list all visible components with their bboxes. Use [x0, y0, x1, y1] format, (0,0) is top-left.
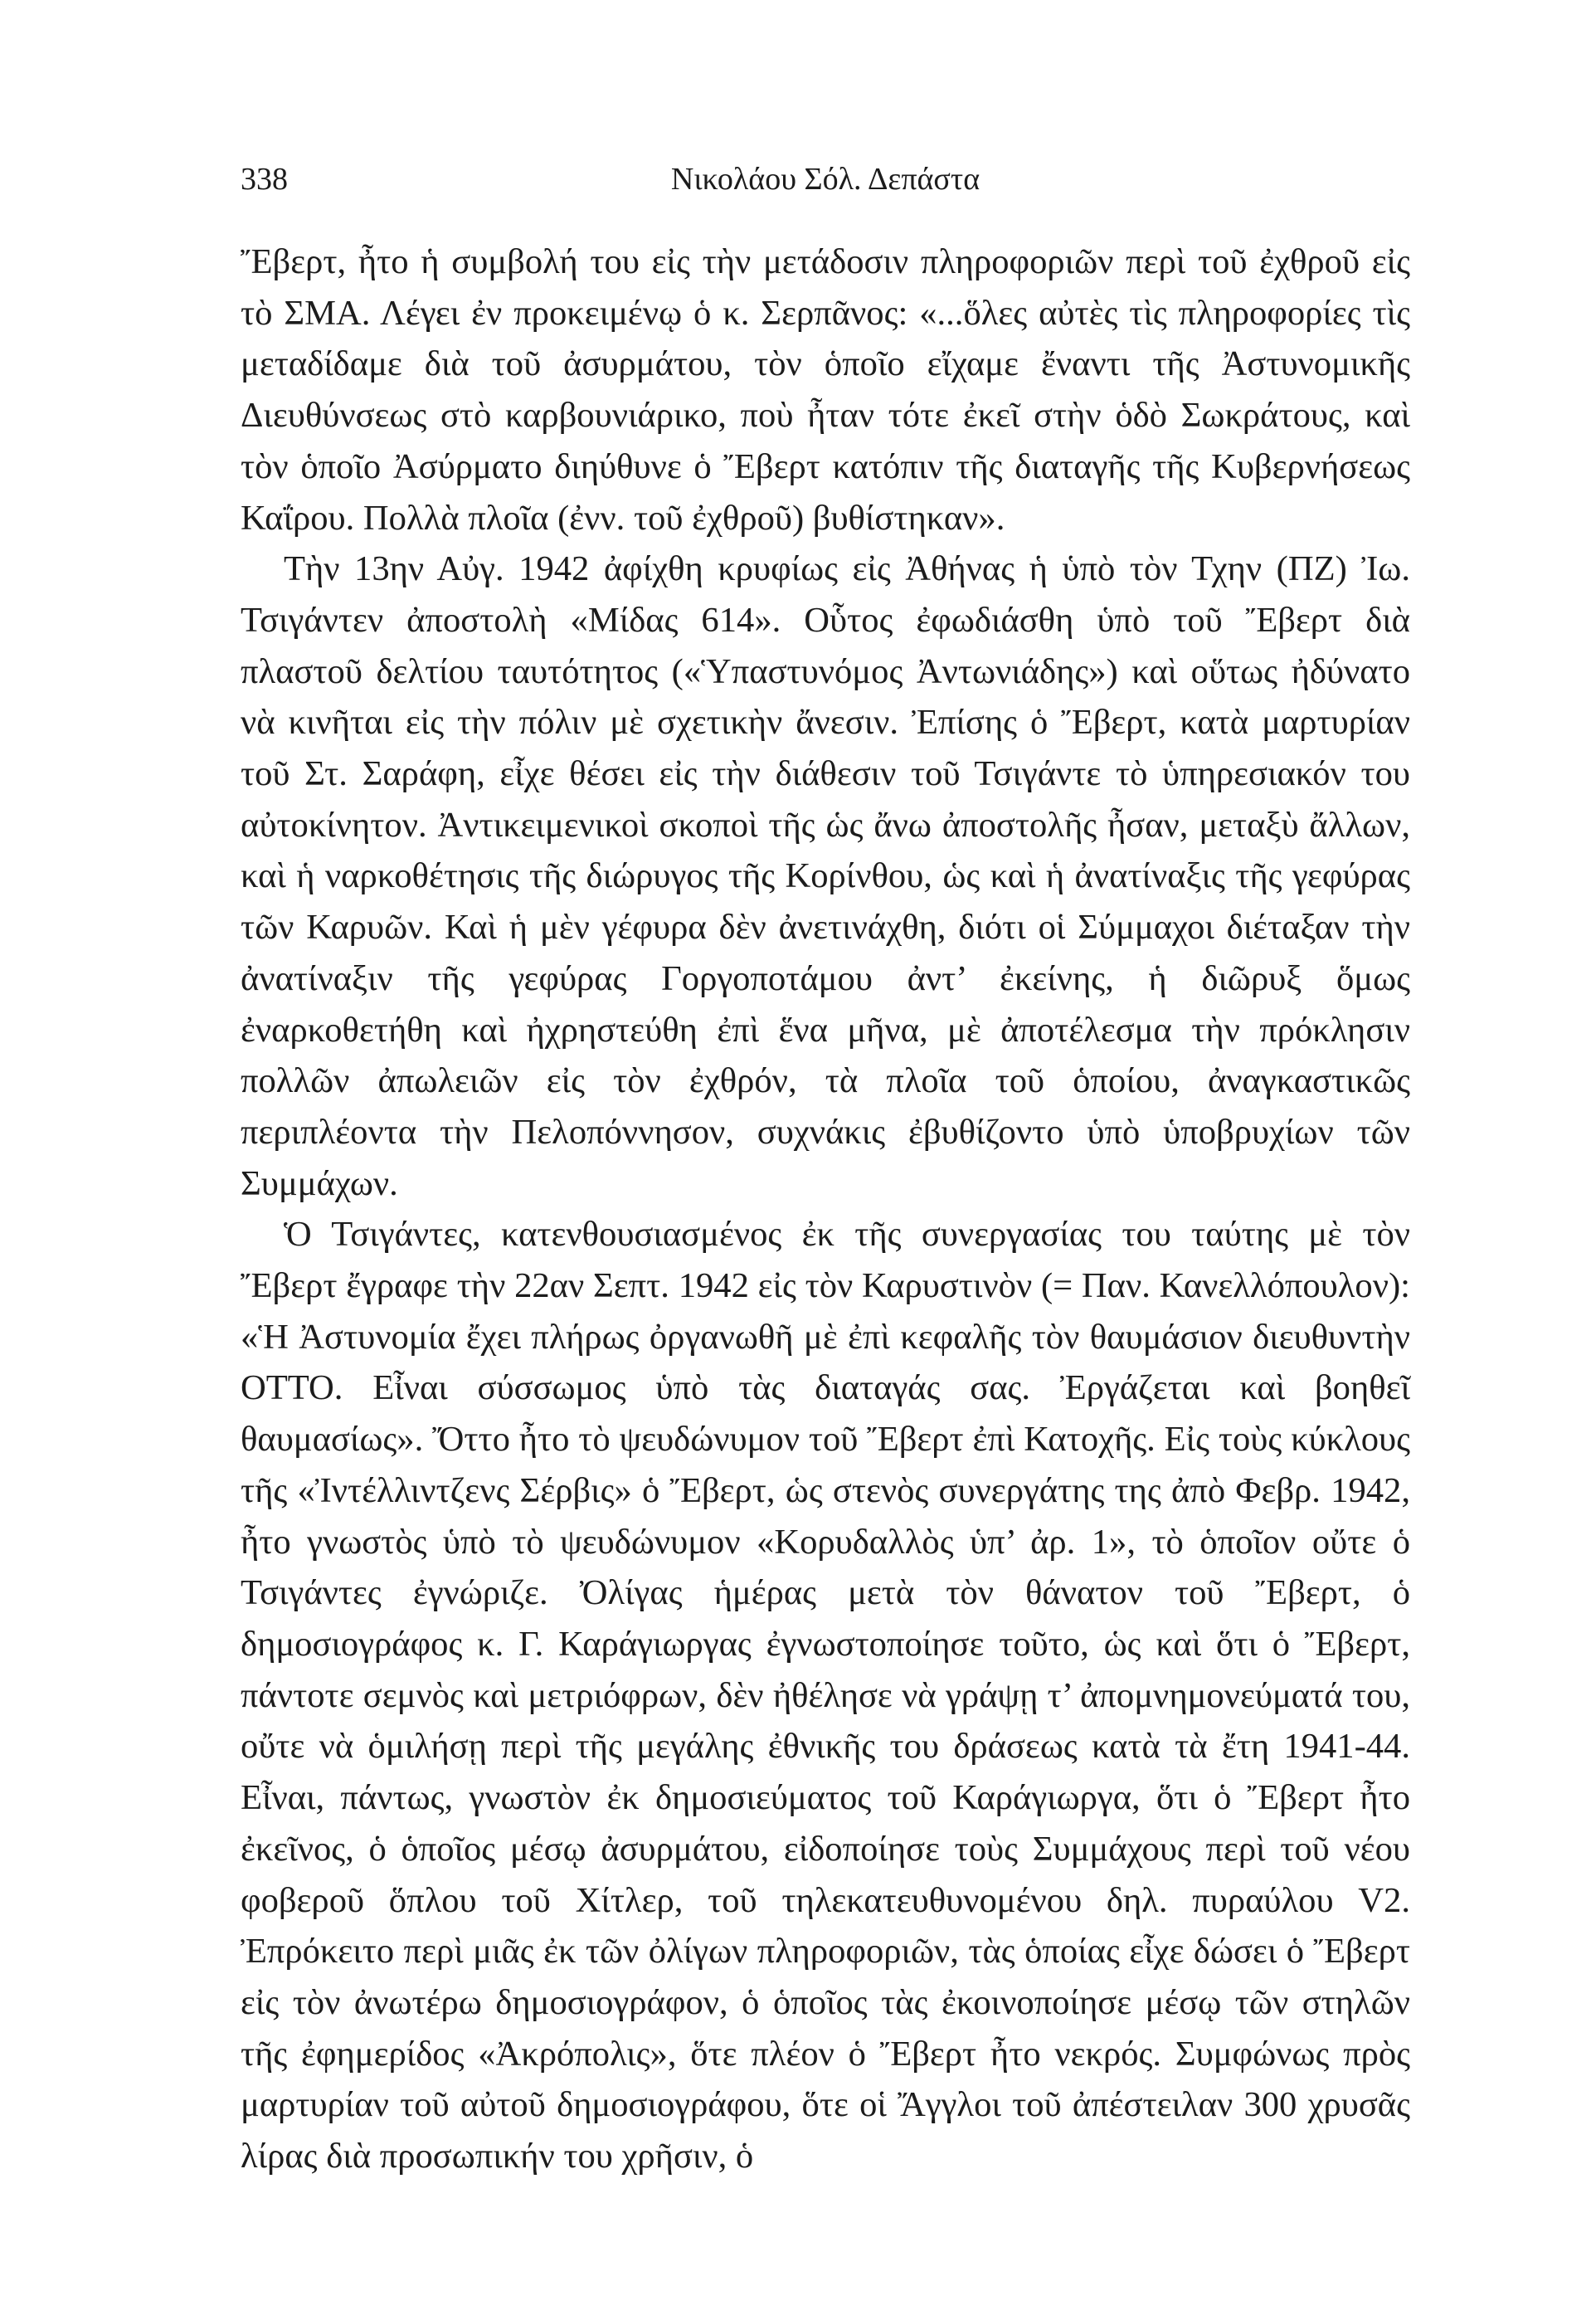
paragraph-continued: Ἔβερτ, ἦτο ἡ συμβολή του εἰς τὴν μετάδοσιν πληροφοριῶν περὶ τοῦ ἐχθροῦ εἰς τὸ ΣΜΑ. Λέγει ἐν προκειμένῳ ὁ κ. Σερπᾶνος: «...ὅλες αὐτὲς τὶς πληροφορίες τὶς μεταδίδαμε διὰ τοῦ ἀσυρμάτου, τὸν ὁποῖο εἴχαμε ἔναντι τῆς Ἀστυνομικῆς Διευθύνσεως στὸ καρβουνιάρικο, ποὺ ἦταν τότε ἐκεῖ στὴν ὁδὸ Σωκράτους, καὶ τὸν ὁποῖο Ἀσύρματο διηύθυνε ὁ Ἔβερτ κατόπιν τῆς διαταγῆς τῆς Κυβερνήσεως Καΐρου. Πολλὰ πλοῖα (ἐνν. τοῦ ἐχθροῦ) βυθίστηκαν».: [241, 242, 1410, 538]
page-number: 338: [241, 162, 288, 197]
paragraph: Τὴν 13ην Αὐγ. 1942 ἀφίχθη κρυφίως εἰς Ἀθήνας ἡ ὑπὸ τὸν Τχην (ΠΖ) Ἰω. Τσιγάντεν ἀποστολὴ «Μίδας 614». Οὗτος ἐφωδιάσθη ὑπὸ τοῦ Ἔβερτ διὰ πλαστοῦ δελτίου ταυτότητος («Ὑπαστυνόμος Ἀντωνιάδης») καὶ οὕτως ἠδύνατο νὰ κινῆται εἰς τὴν πόλιν μὲ σχετικὴν ἄνεσιν. Ἐπίσης ὁ Ἔβερτ, κατὰ μαρτυρίαν τοῦ Στ. Σαράφη, εἶχε θέσει εἰς τὴν διάθεσιν τοῦ Τσιγάντε τὸ ὑπηρεσιακόν του αὐτοκίνητον. Ἀντικειμενικοὶ σκοποὶ τῆς ὡς ἄνω ἀποστολῆς ἦσαν, μεταξὺ ἄλλων, καὶ ἡ ναρκοθέτησις τῆς διώρυγος τῆς Κορίνθου, ὡς καὶ ἡ ἀνατίναξις τῆς γεφύρας τῶν Καρυῶν. Καὶ ἡ μὲν γέφυρα δὲν ἀνετινάχθη, διότι οἱ Σύμμαχοι διέταξαν τὴν ἀνατίναξιν τῆς γεφύρας Γοργοποτάμου ἀντ’ ἐκείνης, ἡ διῶρυξ ὅμως ἐναρκοθετήθη καὶ ἠχρηστεύθη ἐπὶ ἕνα μῆνα, μὲ ἀποτέλεσμα τὴν πρόκλησιν πολλῶν ἀπωλειῶν εἰς τὸν ἐχθρόν, τὰ πλοῖα τοῦ ὁποίου, ἀναγκαστικῶς περιπλέοντα τὴν Πελοπόννησον, συχνάκις ἐβυθίζοντο ὑπὸ ὑποβρυχίων τῶν Συμμάχων.: [241, 549, 1410, 1203]
body-text: [241, 236, 1410, 2182]
running-header: [241, 154, 1410, 204]
running-title: Νικολάου Σόλ. Δεπάστα: [670, 162, 980, 197]
paragraph: Ὁ Τσιγάντες, κατενθουσιασμένος ἐκ τῆς συνεργασίας του ταύτης μὲ τὸν Ἔβερτ ἔγραφε τὴν 22αν Σεπτ. 1942 εἰς τὸν Καρυστινὸν (= Παν. Κανελλόπουλον): «Ἡ Ἀστυνομία ἔχει πλήρως ὀργανωθῆ μὲ ἐπὶ κεφαλῆς τὸν θαυμάσιον διευθυντὴν ΟΤΤΟ. Εἶναι σύσσωμος ὑπὸ τὰς διαταγάς σας. Ἐργάζεται καὶ βοηθεῖ θαυμασίως». Ὄττο ἦτο τὸ ψευδώνυμον τοῦ Ἔβερτ ἐπὶ Κατοχῆς. Εἰς τοὺς κύκλους τῆς «Ἰντέλλιντζενς Σέρβις» ὁ Ἔβερτ, ὡς στενὸς συνεργάτης της ἀπὸ Φεβρ. 1942, ἦτο γνωστὸς ὑπὸ τὸ ψευδώνυμον «Κορυδαλλὸς ὑπ’ ἀρ. 1», τὸ ὁποῖον οὔτε ὁ Τσιγάντες ἐγνώριζε. Ὀλίγας ἡμέρας μετὰ τὸν θάνατον τοῦ Ἔβερτ, ὁ δημοσιογράφος κ. Γ. Καράγιωργας ἐγνωστοποίησε τοῦτο, ὡς καὶ ὅτι ὁ Ἔβερτ, πάντοτε σεμνὸς καὶ μετριόφρων, δὲν ἠθέλησε νὰ γράψῃ τ’ ἀπομνημονεύματά του, οὔτε νὰ ὁμιλήσῃ περὶ τῆς μεγάλης ἐθνικῆς του δράσεως κατὰ τὰ ἔτη 1941-44. Εἶναι, πάντως, γνωστὸν ἐκ δημοσιεύματος τοῦ Καράγιωργα, ὅτι ὁ Ἔβερτ ἦτο ἐκεῖνος, ὁ ὁποῖος μέσῳ ἀσυρμάτου, εἰδοποίησε τοὺς Συμμάχους περὶ τοῦ νέου φοβεροῦ ὅπλου τοῦ Χίτλερ, τοῦ τηλεκατευθυνομένου δηλ. πυραύλου V2. Ἐπρόκειτο περὶ μιᾶς ἐκ τῶν ὀλίγων πληροφοριῶν, τὰς ὁποίας εἶχε δώσει ὁ Ἔβερτ εἰς τὸν ἀνωτέρω δημοσιογράφον, ὁ ὁποῖος τὰς ἐκοινοποίησε μέσῳ τῶν στηλῶν τῆς ἐφημερίδος «Ἀκρόπολις», ὅτε πλέον ὁ Ἔβερτ ἦτο νεκρός. Συμφώνως πρὸς μαρτυρίαν τοῦ αὐτοῦ δημοσιογράφου, ὅτε οἱ Ἄγγλοι τοῦ ἀπέστειλαν 300 χρυσᾶς λίρας διὰ προσωπικήν του χρῆσιν, ὁ: [241, 1215, 1410, 2176]
